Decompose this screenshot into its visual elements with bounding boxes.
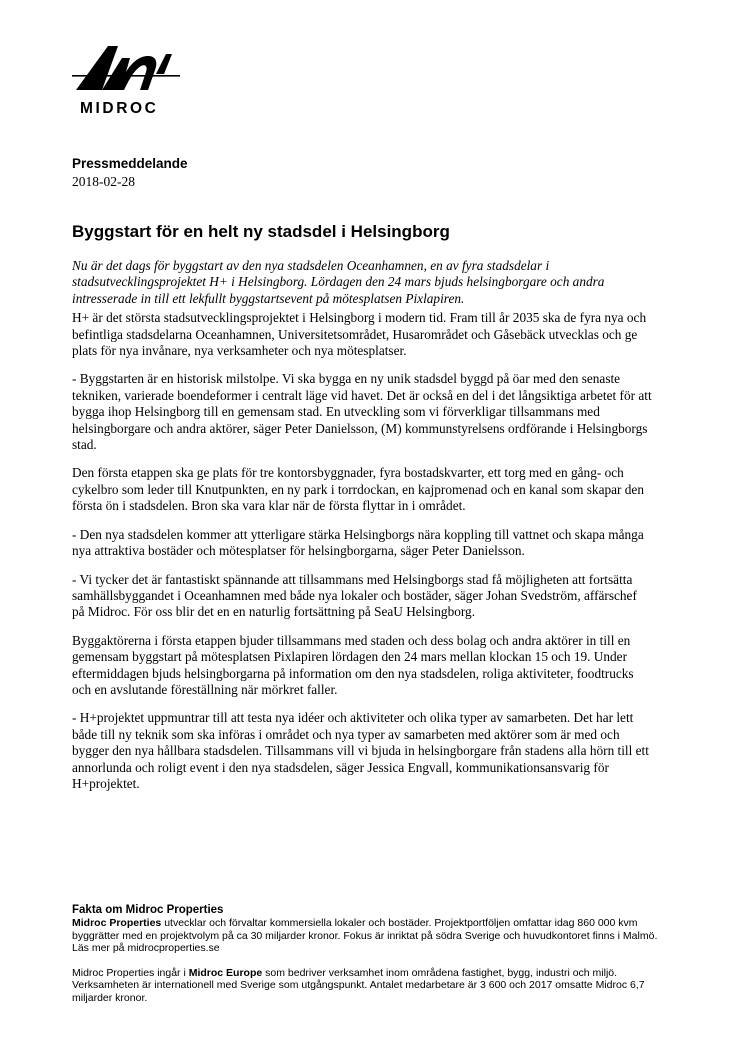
facts-text: som bedriver verksamhet inom områdena fastighet, bygg, industri och miljö. Verksamheten är internationell med Sverige som utgångspunkt. Antalet medarbetare är 3 600 och 2017 omsatte Midroc 6,7 miljarder kronor. bbox=[72, 966, 645, 1004]
page-title: Byggstart för en helt ny stadsdel i Helsingborg bbox=[72, 222, 450, 241]
press-release-label: Pressmeddelande bbox=[72, 156, 188, 171]
facts-parent-company: Midroc Europe bbox=[188, 966, 263, 979]
paragraph: Den första etappen ska ge plats för tre kontorsbyggnader, fyra bostadskvarter, ett torg med en gång- och cykelbro som leder till Knutpunkten, en ny park i torrdockan, en kajpromenad och en kanal som skapar den första ön i stadsdelen. Bron ska vara klar när de första flyttar in i området. bbox=[72, 465, 644, 514]
paragraph: Byggaktörerna i första etappen bjuder tillsammans med staden och dess bolag och andra aktörer in till en gemensam byggstart på mötesplatsen Pixlapiren lördagen den 24 mars mellan klockan 15 och 19. Under eftermiddagen bjuds helsingborgarna på information om den nya stadsdelen, roliga aktiviteter, foodtrucks och en avslutande föreställning när mörkret faller. bbox=[72, 632, 634, 697]
release-date: 2018-02-28 bbox=[72, 174, 135, 189]
paragraph: - H+projektet uppmuntrar till att testa nya idéer och aktiviteter och olika typer av samarbeten. Det har lett både till ny teknik som ska införas i området och nya typer av samarbeten med aktörer som är med och bygger den nya hållbara stadsdelen. Tillsammans vill vi bjuda in helsingborgare från stadens alla hörn till ett annorlunda och roligt event i den nya stadsdelen, säger Jessica Engvall, kommunikationsansvarig för H+projektet. bbox=[72, 710, 649, 791]
facts-text: Midroc Properties ingår i bbox=[72, 966, 189, 979]
midroc-m-icon bbox=[72, 40, 182, 98]
facts-company-name: Midroc Properties bbox=[72, 917, 162, 929]
facts-text: utvecklar och förvaltar kommersiella lokaler och bostäder. Projektportföljen omfattar idag 860 000 kvm byggrätter med en projektvolym på ca 30 miljarder kronor. Fokus är inriktat på södra Sverige och huvudkontoret finns i Malmö. Läs mer på midrocproperties.se bbox=[72, 917, 658, 955]
paragraph: - Byggstarten är en historisk milstolpe. Vi ska bygga en ny unik stadsdel byggd på öar med den senaste tekniken, varierade boendeformer i centralt läge vid havet. Det är också en del i det långsiktiga arbetet för att bygga ihop Helsingborg till en gemensam stad. En utveckling som vi förverkligar tillsammans med helsingborgare och andra aktörer, säger Peter Danielsson, (M) kommunstyrelsens ordförande i Helsingborgs stad. bbox=[72, 371, 652, 453]
logo-wordmark: MIDROC bbox=[80, 100, 159, 117]
paragraph: - Vi tycker det är fantastiskt spännande att tillsammans med Helsingborgs stad få möjligheten att fortsätta samhällsbyggandet i Oceanhamnen med både nya lokaler och bostäder, säger Johan Svedström, affärschef på Midroc. För oss blir det en en naturlig fortsättning på SeaU Helsingborg. bbox=[72, 571, 637, 620]
facts-section bbox=[72, 904, 662, 1017]
facts-paragraph bbox=[72, 967, 662, 1005]
paragraph: - Den nya stadsdelen kommer att ytterligare stärka Helsingborgs nära koppling till vattnet och skapa många nya attraktiva bostäder och mötesplatser för helsingborgarna, säger Peter Danielsson. bbox=[72, 526, 644, 559]
lead-paragraph: Nu är det dags för byggstart av den nya stadsdelen Oceanhamnen, en av fyra stadsdelar i stadsutvecklingsprojektet H+ i Helsingborg. Lördagen den 24 mars bjuds helsingborgare och andra intresserade in till ett lekfullt byggstartsevent på mötesplatsen Pixlapiren. bbox=[72, 258, 605, 306]
facts-paragraph bbox=[72, 917, 662, 955]
midroc-logo bbox=[72, 40, 182, 120]
facts-title: Fakta om Midroc Properties bbox=[72, 904, 224, 916]
article-body bbox=[72, 258, 652, 804]
paragraph: H+ är det största stadsutvecklingsprojektet i Helsingborg i modern tid. Fram till år 2035 ska de fyra nya och befintliga stadsdelarna Oceanhamnen, Universitetsområdet, Husarområdet och Gåsebäck utvecklas och ge plats för nya invånare, nya verksamheter och nya mötesplatser. bbox=[72, 310, 647, 359]
